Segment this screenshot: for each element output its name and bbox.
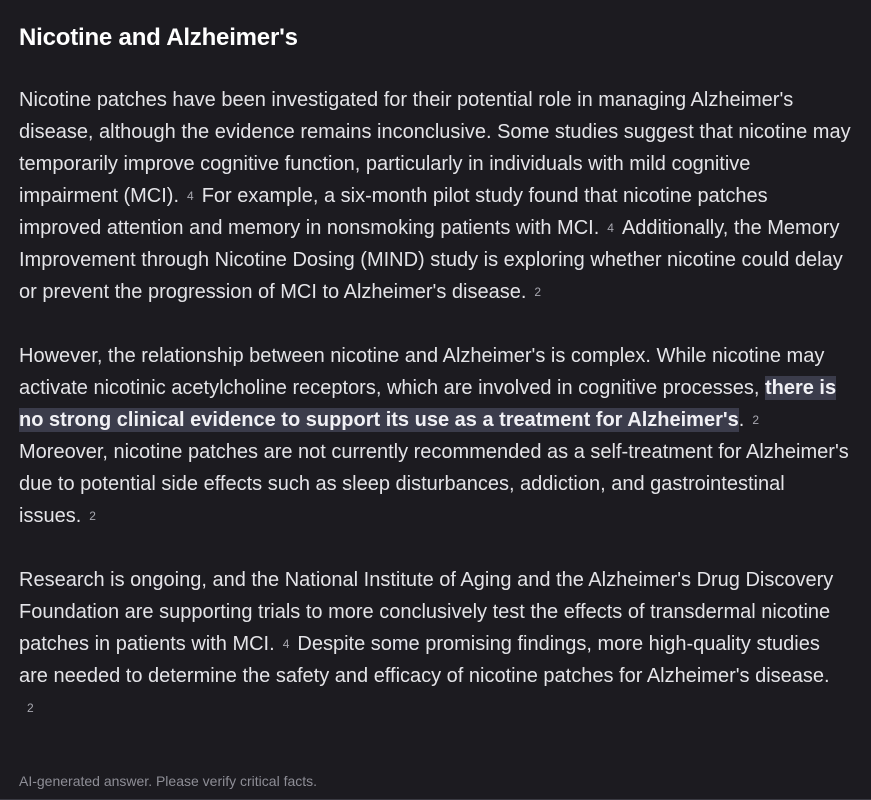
paragraph-text: Moreover, nicotine patches are not currently recommended as a self-treatment for Alzheimer's due to potential side effects such as sleep disturbances, addiction, and gastrointestinal issues.: [19, 441, 849, 527]
paragraph-text: For example, a six-month pilot study found that nicotine patches improved attention and memory in nonsmoking patients with MCI.: [19, 185, 768, 239]
answer-title: Nicotine and Alzheimer's: [19, 24, 298, 51]
citation-link[interactable]: 4: [282, 637, 290, 651]
citation-link[interactable]: 2: [752, 413, 759, 427]
answer-paragraph: [19, 84, 851, 308]
citation-link[interactable]: 4: [607, 221, 614, 235]
answer-paragraph: [19, 564, 851, 724]
citation-link[interactable]: 2: [89, 509, 96, 523]
citation-link[interactable]: 2: [534, 285, 542, 299]
ai-answer-panel: [19, 20, 851, 756]
paragraph-text: .: [738, 409, 745, 431]
paragraph-text: Nicotine patches have been investigated for their potential role in managing Alzheimer's disease, although the evidence remains inconclusive. Some studies suggest that nicotine may temporarily improve cognitive function, particularly in individuals with mild cognitive impairment (MCI).: [19, 89, 851, 207]
answer-body: [19, 84, 851, 724]
citation-link[interactable]: 4: [187, 189, 194, 203]
paragraph-text: Additionally, the Memory Improvement through Nicotine Dosing (MIND) study is exploring whether nicotine could delay or prevent the progression of MCI to Alzheimer's disease.: [19, 217, 843, 303]
paragraph-text: Despite some promising findings, more high-quality studies are needed to determine the safety and efficacy of nicotine patches for Alzheimer's disease.: [19, 633, 830, 687]
ai-disclaimer: AI-generated answer. Please verify critical facts.: [19, 773, 318, 789]
answer-paragraph: [19, 340, 851, 532]
paragraph-text: Research is ongoing, and the National Institute of Aging and the Alzheimer's Drug Discovery Foundation are supporting trials to more conclusively test the effects of transdermal nicotine patches in patients with MCI.: [19, 569, 834, 655]
citation-link[interactable]: 2: [27, 701, 34, 715]
paragraph-text: However, the relationship between nicotine and Alzheimer's is complex. While nicotine may activate nicotinic acetylcholine receptors, which are involved in cognitive processes,: [19, 345, 825, 399]
highlighted-text: there is no strong clinical evidence to support its use as a treatment for Alzheimer's: [19, 377, 837, 431]
